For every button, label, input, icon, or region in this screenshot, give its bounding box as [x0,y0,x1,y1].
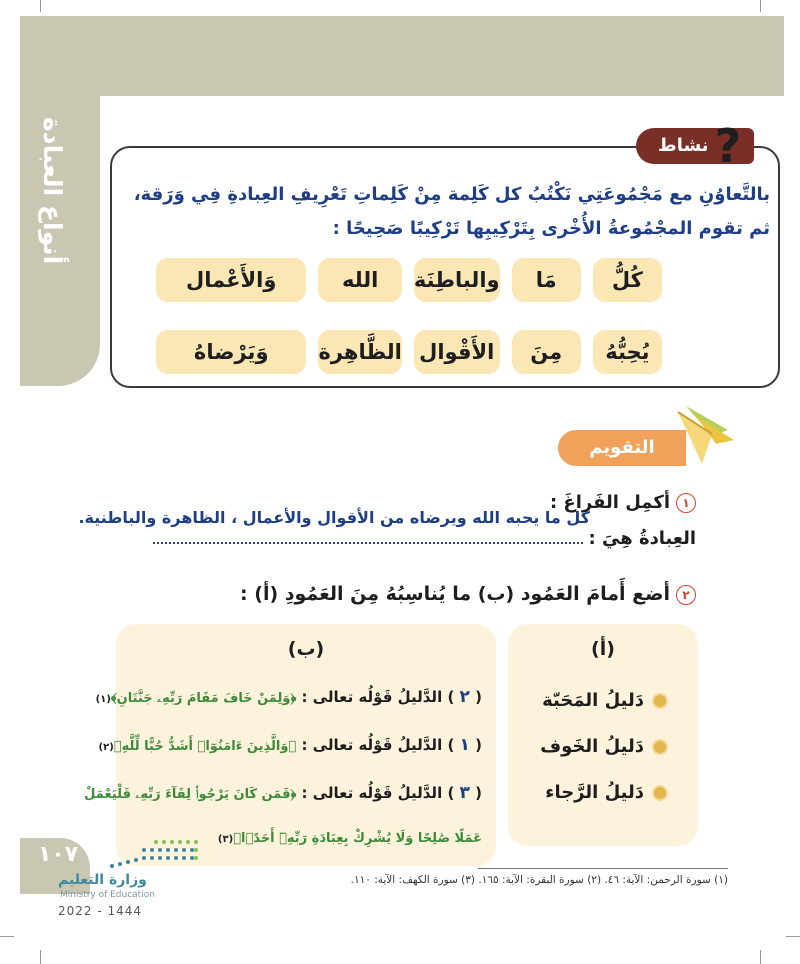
column-b [84,624,496,866]
chapter-title: أنواع العبادة [38,117,67,265]
bullet-icon [652,785,668,801]
footnote-rule [478,868,728,869]
answer-number: ١ [459,735,470,755]
word-card[interactable]: وَيَرْضاهُ [156,330,306,374]
page-number: ١٠٧ [37,842,79,867]
column-b-row-continued: عَمَلًا صَٰلِحًا وَلَا يُشْرِكْ بِعِبَادَةِ رَبِّهِۦٓ أَحَدًۢا﴾(٣) [217,831,482,846]
word-card[interactable]: الأَقْوال [414,330,500,374]
word-card[interactable]: الظَّاهِرة [318,330,401,374]
word-card[interactable]: مَا [512,258,581,302]
ministry-name-ar: وزارة التعليم [58,872,147,888]
column-a-item[interactable]: دَليلُ الخَوف [540,736,668,757]
ministry-logo-icon [104,838,202,872]
column-b-row[interactable]: ( ٢ ) الدَّليلُ قَوْلُه تعالى : ﴿وَلِمَنْ خَافَ مَقَامَ رَبِّهِۦ جَنَّتَانِ﴾(١) [95,687,482,707]
question-number: ٢ [676,585,696,605]
prompt-text: العِبادةُ هِيَ : [588,528,696,549]
word-card[interactable]: كُلُّ [593,258,662,302]
word-card[interactable]: والباطِنَة [414,258,500,302]
column-a [508,624,698,846]
bullet-icon [652,693,668,709]
bullet-icon [652,739,668,755]
question-text: أضع أَمامَ العَمُود (ب) ما يُناسِبُهُ مِنَ العَمُودِ (أ) : [240,583,670,605]
column-b-row[interactable]: ( ١ ) الدَّليلُ قَوْلُه تعالى : ﴿وَالَّذِينَ ءَامَنُوٓا۟ أَشَدُّ حُبًّا لِّلَّهِ﴾(٢) [98,735,482,755]
column-a-item[interactable]: دَليلُ الرَّجاء [545,782,668,803]
question-mark-icon: ? [714,119,742,173]
quran-verse: ﴿فَمَن كَانَ يَرْجُوا۟ لِقَآءَ رَبِّهِۦ فَلْيَعْمَلْ [84,787,297,802]
answer-text: كل ما يحبه الله ويرضاه من الأقوال والأعمال ، الظاهرة والباطنية. [78,508,590,527]
word-card[interactable]: مِنَ [512,330,581,374]
assessment-label: التقويم [558,430,686,466]
answer-number: ٢ [459,687,470,707]
year-label: 2022 - 1444 [58,904,143,918]
activity-label: نشاط [636,128,754,164]
footnotes: (١) سورة الرحمن: الآية: ٤٦. (٢) سورة البقرة: الآية: ١٦٥. (٣) سورة الكهف: الآية: ١١٠. [350,874,728,886]
word-card[interactable]: الله [318,258,401,302]
column-a-item[interactable]: دَليلُ المَحَبّة [542,690,668,711]
word-card[interactable]: يُحِبُّهُ [593,330,662,374]
word-cards [156,258,662,384]
quran-verse: ﴿وَالَّذِينَ ءَامَنُوٓا۟ أَشَدُّ حُبًّا لِّلَّهِ﴾ [113,739,297,754]
question-text: أكمِل الفَراغَ : [549,492,670,513]
answer-number: ٣ [459,783,470,803]
quran-verse: ﴿وَلِمَنْ خَافَ مَقَامَ رَبِّهِۦ جَنَّتَانِ﴾ [110,691,297,706]
column-b-row[interactable]: ( ٣ ) الدَّليلُ قَوْلُه تعالى : ﴿فَمَن كَانَ يَرْجُوا۟ لِقَآءَ رَبِّهِۦ فَلْيَعْمَلْ [84,783,482,803]
crop-mark [40,0,41,12]
column-b-header: (ب) [287,638,325,660]
question-2 [240,583,696,605]
activity-instruction-2: ثم تقوم المجْمُوعةُ الأُخْرى بِتَرْكِيبِها تَرْكِيبًا صَحِيحًا : [332,218,770,239]
answer-blank[interactable] [153,528,583,544]
crop-mark [760,0,761,12]
crop-mark [786,936,800,937]
crop-mark [760,950,761,964]
question-number: ١ [676,493,696,513]
header-band [20,16,784,96]
ministry-name-en: Ministry of Education [60,890,155,900]
definition-prompt [153,528,696,549]
crop-mark [40,950,41,964]
quran-verse: عَمَلًا صَٰلِحًا وَلَا يُشْرِكْ بِعِبَادَةِ رَبِّهِۦٓ أَحَدًۢا﴾ [233,831,482,846]
activity-instruction-1: بالتَّعاوُنِ مع مَجْمُوعَتِي نَكْتُبُ كل كَلِمة مِنْ كَلِماتِ تَعْرِيفِ العِبادةِ فِي وَرَقة، [133,184,770,205]
crop-mark [0,936,14,937]
column-a-header: (أ) [591,638,615,660]
word-card[interactable]: وَالأَعْمال [156,258,306,302]
